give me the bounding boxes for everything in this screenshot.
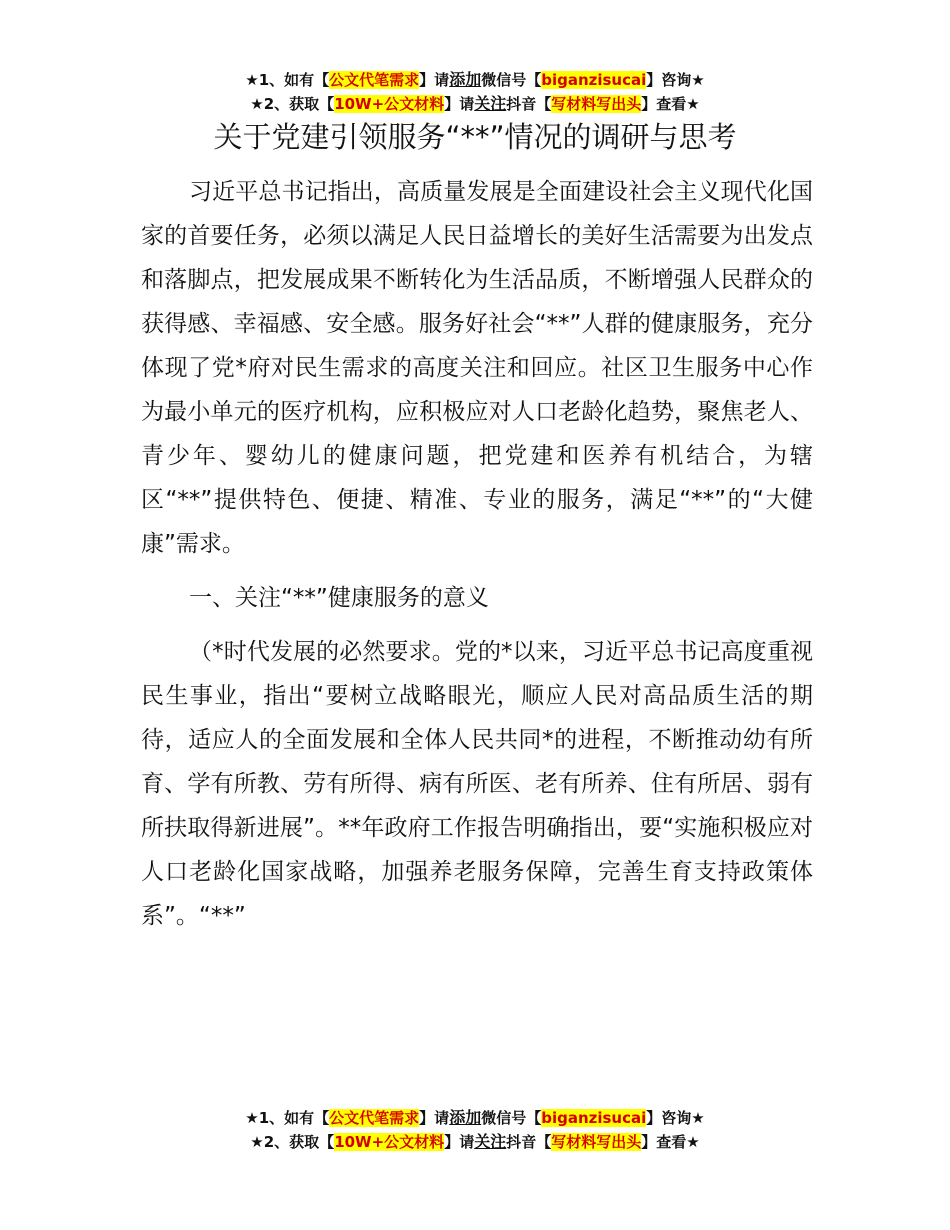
top-banner xyxy=(0,68,950,116)
banner-text: 抖音【 xyxy=(506,95,552,113)
banner-text: 微信号【 xyxy=(481,1109,542,1127)
banner-text: 】请 xyxy=(419,1109,450,1127)
banner-douyin-id: 写材料写出头 xyxy=(551,1133,642,1151)
banner-highlight: 10W+公文材料 xyxy=(334,95,445,113)
banner-text: 微信号【 xyxy=(481,71,542,89)
banner-text: ★1、如有【 xyxy=(245,71,330,89)
banner-text: 】请 xyxy=(444,1133,475,1151)
banner-douyin-id: 写材料写出头 xyxy=(551,95,642,113)
banner-text: ★2、获取【 xyxy=(250,95,335,113)
banner-text: 】请 xyxy=(419,71,450,89)
body-paragraph: （*时代发展的必然要求。党的*以来，习近平总书记高度重视民生事业，指出“要树立战略眼光，顺应人民对高品质生活的期待，适应人的全面发展和全体人民共同*的进程，不断推动幼有所育、学有所教、劳有所得、病有所医、老有所养、住有所居、弱有所扶取得新进展”。**年政府工作报告明确指出，要“实施积极应对人口老龄化国家战略，加强养老服务保障，完善生育支持政策体系”。“**” xyxy=(141,639,813,929)
section-heading: 一、关注“**”健康服务的意义 xyxy=(189,585,489,611)
banner-line-1 xyxy=(0,1106,950,1130)
banner-text: 】查看★ xyxy=(641,1133,700,1151)
banner-highlight: 公文代笔需求 xyxy=(329,71,420,89)
document-body xyxy=(141,170,813,938)
banner-underlined: 关注 xyxy=(474,94,507,113)
banner-line-1 xyxy=(0,68,950,92)
banner-text: ★1、如有【 xyxy=(245,1109,330,1127)
body-paragraph: 习近平总书记指出，高质量发展是全面建设社会主义现代化国家的首要任务，必须以满足人民日益增长的美好生活需要为出发点和落脚点，把发展成果不断转化为生活品质，不断增强人民群众的获得感、幸福感、安全感。服务好社会“**”人群的健康服务，充分体现了党*府对民生需求的高度关注和回应。社区卫生服务中心作为最小单元的医疗机构，应积极应对人口老龄化趋势，聚焦老人、青少年、婴幼儿的健康问题，把党建和医养有机结合，为辖区“**”提供特色、便捷、精准、专业的服务，满足“**”的“大健康”需求。 xyxy=(141,179,813,557)
banner-line-2 xyxy=(0,1130,950,1154)
banner-text: 】咨询★ xyxy=(646,71,705,89)
banner-highlight: 10W+公文材料 xyxy=(334,1133,445,1151)
banner-text: 】咨询★ xyxy=(646,1109,705,1127)
document-title: 关于党建引领服务“**”情况的调研与思考 xyxy=(213,120,737,154)
banner-wechat-id: biganzisucai xyxy=(541,71,647,89)
banner-text: 抖音【 xyxy=(506,1133,552,1151)
banner-highlight: 公文代笔需求 xyxy=(329,1109,420,1127)
banner-text: 】查看★ xyxy=(641,95,700,113)
banner-line-2 xyxy=(0,92,950,116)
banner-underlined: 添加 xyxy=(449,70,482,89)
banner-wechat-id: biganzisucai xyxy=(541,1109,647,1127)
banner-underlined: 添加 xyxy=(449,1108,482,1127)
banner-underlined: 关注 xyxy=(474,1132,507,1151)
bottom-banner xyxy=(0,1106,950,1154)
banner-text: ★2、获取【 xyxy=(250,1133,335,1151)
banner-text: 】请 xyxy=(444,95,475,113)
